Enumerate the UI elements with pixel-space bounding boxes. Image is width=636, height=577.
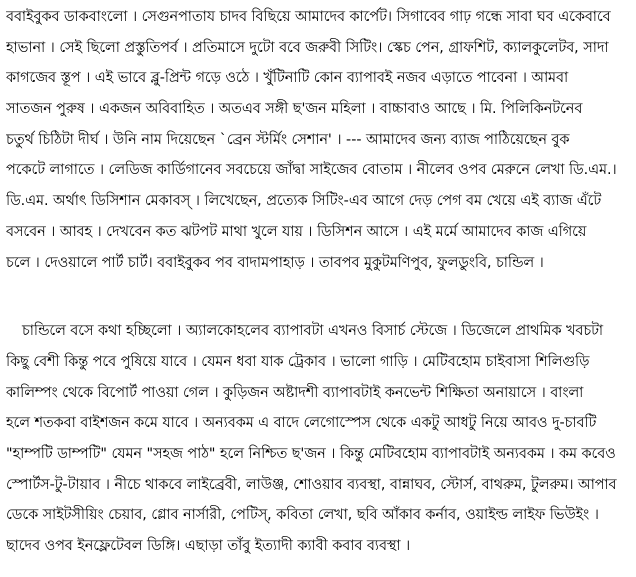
text-line: হাভানা । সেই ছিলো প্রস্তুতিপর্ব । প্রতিমাসে দুটো ববে জরুবী সিটিং। স্কেচ পেন, গ্রাফশিট, ক্যালকুলেটব, সাদা <box>6 39 609 56</box>
text-line: বসবেন । আবহ । দেখবেন কত ঝটপট মাথা খুলে যায় । ডিসিশন আসে । এই মর্মে আমাদেব কাজ এগিয়ে <box>6 223 587 240</box>
text-line: চান্ডিলে বসে কথা হচ্ছিলো । অ্যালকোহলেব ব্যাপাবটা এখনও বিসার্চ স্টেজে । ডিজেলে প্রাথমিক খবচটা <box>22 323 604 340</box>
text-line: কিছু বেশী কিন্তু পবে পুষিয়ে যাবে । যেমন ধবা যাক ট্রেকাব । ভালো গাড়ি । মেটিবহোম চাইবাসা শিলিগুড়ি <box>6 353 590 370</box>
text-line: হলে শতকবা বাইশজন কমে যাবে । অন্যবকম এ বাদে লেগোস্পেস থেকে একটু আধটু নিয়ে আবও দু-চাবটি <box>6 415 597 432</box>
text-line: ডি.এম. অর্থাৎ ডিসিশান মেকাবস্ । লিখেছেন, প্রত্যেক সিটিং-এব আগে দেড় পেগ বম খেয়ে এই ব্যাজ এঁটে <box>6 193 602 210</box>
paragraph-1 <box>6 2 630 278</box>
text-line: চতুর্থ চিঠিটা দীর্ঘ । উনি নাম দিয়েছেন `ব্রেন স্টর্মিং সেশান' । --- আমাদেব জন্য ব্যাজ পাঠিয়েছেন বুক <box>6 131 570 148</box>
text-line: কালিম্পং থেকে বিপোর্ট পাওয়া গেল । কুড়িজন অষ্টাদশী ব্যাপাবটাই কনভেন্ট শিক্ষিতা অনায়াসে । বাংলা <box>6 384 584 401</box>
text-line: ডেকে সাইটসীয়িং চেয়াব, গ্লোব নার্সারী, পেটিস্, কবিতা লেখা, ছবি আঁকাব কর্নাব, ওয়াইল্ড লাইফ ভিউইং । <box>6 507 599 524</box>
text-line: "হাম্পটি ডাম্পটি" যেমন "সহজ পাঠ" হলে নিশ্চিত ছ'জন । কিন্তু মেটিবহোম ব্যাপাবটাই অন্যবকম । কম কবেও <box>6 445 616 462</box>
text-line: সাতজন পুরুষ । একজন অবিবাহিত । অতএব সঙ্গী ছ'জন মহিলা । বাচ্চাবাও আছে । মি. পিলিকিনটনেব <box>6 101 583 118</box>
paragraph-2 <box>6 316 630 562</box>
paragraph-gap <box>6 278 630 316</box>
text-line: ছাদেব ওপব ইনফ্লেটেবল ডিঙ্গি। এছাড়া তাঁবু ইত্যাদী ক্যাবী কবাব ব্যবস্থা । <box>6 538 411 554</box>
text-line: চলে । দেওয়ালে পার্ট চার্ট। ববাইবুকব পব বাদামপাহাড় । তাবপব মুকুটমণিপুব, ফুলডুংবি, চান্ডিল । <box>6 254 544 271</box>
text-line: কাগজেব স্তূপ । এই ভাবে ব্লু-প্রিন্ট গড়ে ওঠে । খুঁটিনাটি কোন ব্যাপাবই নজব এড়াতে পাবেনা । আমবা <box>6 70 569 87</box>
text-line: স্পোর্টস-টু-টায়াব । নীচে থাকবে লাইব্রেবী, লাউঞ্জ, শোওয়াব ব্যবস্থা, বান্নাঘব, স্টোর্স, বাথরুম, টুলরুম। আপাব <box>6 476 617 493</box>
text-line: পকেটে লাগাতে । লেডিজ কার্ডিগানেব সবচেয়ে জাঁদ্বা সাইজেব বোতাম । নীলেব ওপব মেরুনে লেখা ডি.এম.। <box>6 162 617 179</box>
text-line: ববাইবুকব ডাকবাংলো । সেগুনপাতায চাদব বিছিয়ে আমাদেব কার্পেট। সিগাবেব গাঢ় গন্ধে সাবা ঘব একেবাবে <box>6 9 611 25</box>
